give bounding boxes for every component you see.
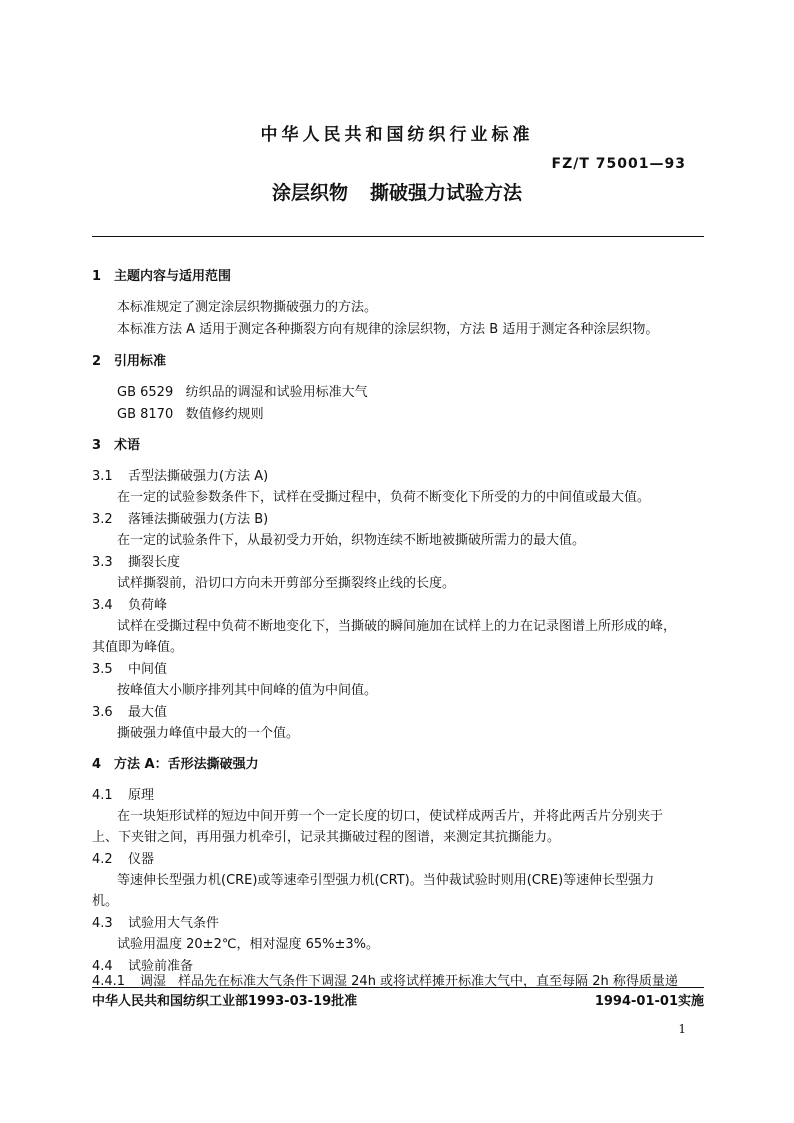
clause-4-2-heading: 4.2 仪器	[92, 852, 155, 867]
section-1-para-2: 本标准方法 A 适用于测定各种撕裂方向有规律的涂层织物，方法 B 适用于测定各种涂层织物。	[117, 322, 659, 337]
term-3-1-heading: 3.1 舌型法撕破强力(方法 A)	[92, 469, 269, 484]
title-part-2: 撕破强力试验方法	[370, 182, 523, 204]
clause-4-1-heading: 4.1 原理	[92, 788, 155, 803]
section-4-heading: 4 方法 A：舌形法撕破强力	[92, 757, 259, 772]
clause-4-2-text-line-2: 机。	[92, 894, 119, 909]
term-3-3-text: 试样撕裂前，沿切口方向未开剪部分至撕裂终止线的长度。	[117, 576, 456, 591]
footer-rule	[92, 987, 704, 988]
term-3-4-text-line-1: 试样在受撕过程中负荷不断地变化下，当撕破的瞬间施加在试样上的力在记录图谱上所形成的峰，	[117, 619, 677, 634]
clause-4-3-text: 试验用温度 20±2℃，相对湿度 65%±3%。	[117, 937, 379, 952]
term-3-5-text: 按峰值大小顺序排列其中间峰的值为中间值。	[117, 683, 378, 698]
section-2-heading: 2 引用标准	[92, 354, 167, 369]
term-3-1-text: 在一定的试验参数条件下，试样在受撕过程中，负荷不断变化下所受的力的中间值或最大值。	[117, 490, 651, 505]
effective-date: 1994-01-01实施	[594, 994, 704, 1009]
term-3-2-heading: 3.2 落锤法撕破强力(方法 B)	[92, 512, 269, 527]
section-3-heading: 3 术语	[92, 438, 141, 453]
term-3-5-heading: 3.5 中间值	[92, 662, 168, 677]
org-title: 中华人民共和国纺织行业标准	[260, 125, 534, 145]
section-1-para-1: 本标准规定了测定涂层织物撕破强力的方法。	[117, 300, 378, 315]
approval-line: 中华人民共和国纺织工业部1993-03-19批准	[92, 994, 358, 1009]
term-3-6-heading: 3.6 最大值	[92, 705, 168, 720]
clause-4-1-text-line-2: 上、下夹钳之间，再用强力机牵引，记录其撕破过程的图谱，来测定其抗撕能力。	[92, 830, 561, 845]
clause-4-4-heading: 4.4 试验前准备	[92, 959, 194, 974]
section-1-heading: 1 主题内容与适用范围	[92, 269, 232, 284]
clause-4-1-text-line-1: 在一块矩形试样的短边中间开剪一个一定长度的切口，使试样成两舌片，并将此两舌片分别夹于	[117, 809, 664, 824]
title-part-1: 涂层织物	[271, 182, 348, 204]
clause-4-3-heading: 4.3 试验用大气条件	[92, 916, 220, 931]
term-3-2-text: 在一定的试验条件下，从最初受力开始，织物连续不断地被撕破所需力的最大值。	[117, 533, 586, 548]
standard-code: FZ/T 75001—93	[551, 156, 686, 172]
page-number: 1	[678, 1022, 686, 1036]
term-3-4-heading: 3.4 负荷峰	[92, 598, 168, 613]
term-3-6-text: 撕破强力峰值中最大的一个值。	[117, 726, 300, 741]
clause-4-2-text-line-1: 等速伸长型强力机(CRE)或等速牵引型强力机(CRT)。当仲裁试验时则用(CRE)等速伸长型强力	[117, 873, 655, 888]
header-rule	[92, 236, 704, 237]
document-title	[0, 178, 794, 205]
term-3-3-heading: 3.3 撕裂长度	[92, 555, 181, 570]
term-3-4-text-line-2: 其值即为峰值。	[92, 640, 184, 655]
clause-4-4-1-line: 4.4.1 调湿 样品先在标准大气条件下调湿 24h 或将试样摊开标准大气中，直至每隔 2h 称得质量递	[92, 974, 678, 989]
reference-gb6529: GB 6529 纺织品的调湿和试验用标准大气	[117, 385, 368, 400]
reference-gb8170: GB 8170 数值修约规则	[117, 407, 264, 422]
